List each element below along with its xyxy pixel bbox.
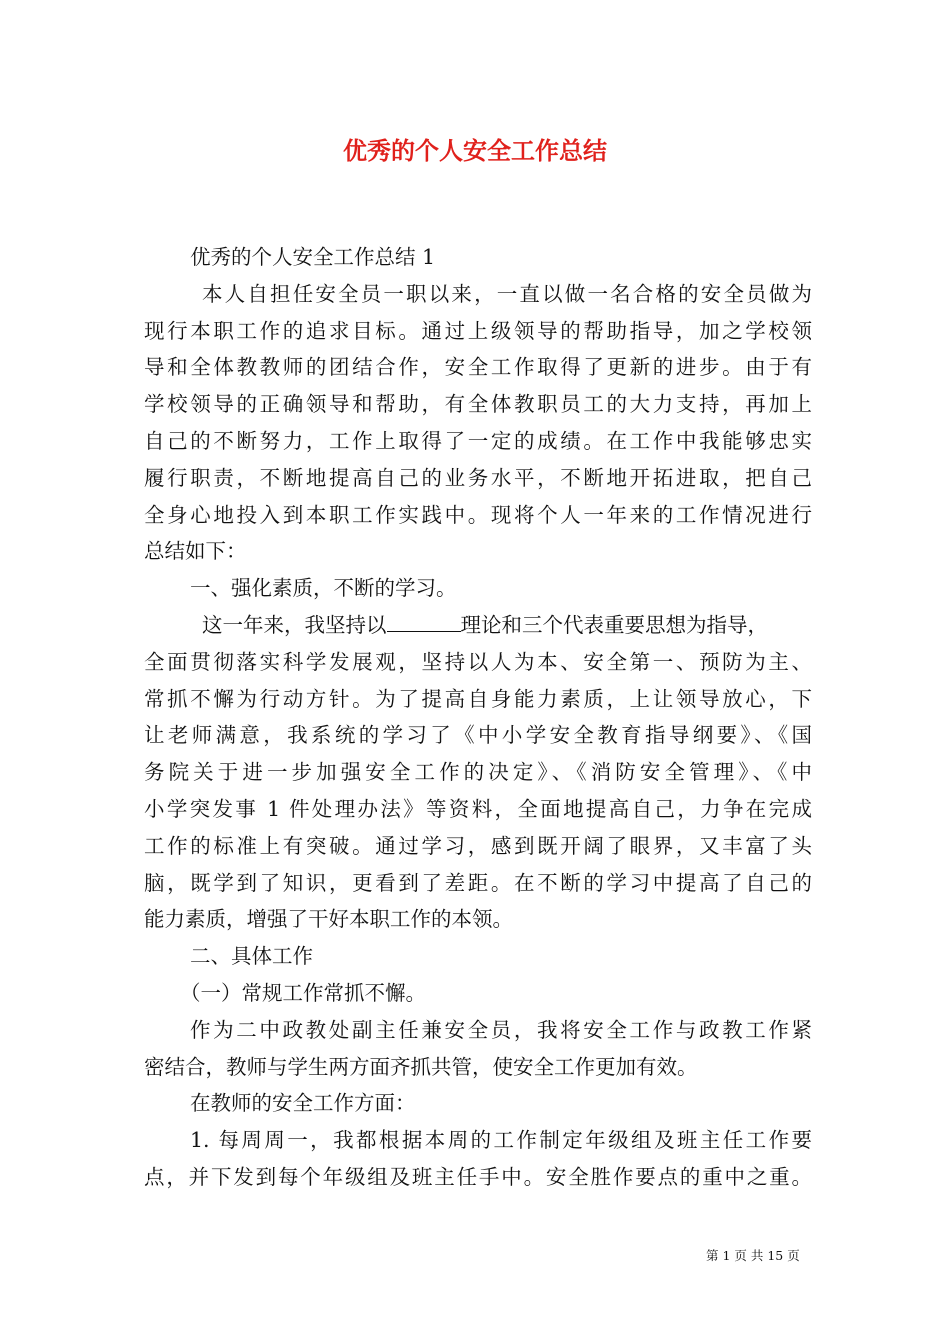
line-end: 理论和三个代表重要思想为指导， (460, 612, 768, 637)
document-title: 优秀的个人安全工作总结 (343, 136, 607, 165)
paragraph-line: 在教师的安全工作方面： (190, 1091, 416, 1116)
paragraph-line: 导和全体教教师的团结合作，安全工作取得了更新的进步。由于有 (144, 355, 812, 380)
paragraph-line: 全身心地投入到本职工作实践中。现将个人一年来的工作情况进行 (144, 502, 812, 527)
paragraph-line: 现行本职工作的追求目标。通过上级领导的帮助指导，加之学校领 (144, 318, 812, 343)
section-heading: 一、强化素质，不断的学习。 (190, 576, 457, 601)
paragraph-line: 点，并下发到每个年级组及班主任手中。安全胜作要点的重中之重。 (144, 1164, 812, 1189)
section-heading: 二、具体工作 (190, 944, 313, 969)
paragraph-line: 脑，既学到了知识，更看到了差距。在不断的学习中提高了自己的 (144, 870, 812, 895)
paragraph-line: 自己的不断努力，工作上取得了一定的成绩。在工作中我能够忠实 (144, 428, 812, 453)
paragraph-line: 能力素质，增强了干好本职工作的本领。 (144, 907, 513, 932)
paragraph-line: 总结如下： (144, 539, 247, 564)
paragraph-line: 小学突发事 1 件处理办法》等资料，全面地提高自己，力争在完成 (144, 796, 812, 821)
blank-underline (387, 611, 461, 632)
paragraph-line: 密结合，教师与学生两方面齐抓共管，使安全工作更加有效。 (144, 1054, 698, 1079)
paragraph-line (144, 607, 812, 644)
paragraph-line: 本人自担任安全员一职以来，一直以做一名合格的安全员做为 (202, 281, 812, 306)
document-body (144, 239, 812, 1196)
paragraph-line: 常抓不懈为行动方针。为了提高自身能力素质，上让领导放心，下 (144, 686, 812, 711)
paragraph-line: 履行职责，不断地提高自己的业务水平，不断地开拓进取，把自己 (144, 465, 812, 490)
paragraph-line: 工作的标准上有突破。通过学习，感到既开阔了眼界，又丰富了头 (144, 833, 812, 858)
subsection-heading: （一）常规工作常抓不懈。 (180, 980, 426, 1005)
paragraph-line: 让老师满意，我系统的学习了《中小学安全教育指导纲要》、《国 (144, 723, 812, 748)
line-start: 这一年来，我坚持以 (202, 612, 387, 637)
paragraph-line: 学校领导的正确领导和帮助，有全体教职员工的大力支持，再加上 (144, 392, 812, 417)
page-footer: 第 1 页 共 15 页 (706, 1248, 800, 1263)
paragraph-line: 作为二中政教处副主任兼安全员，我将安全工作与政教工作紧 (190, 1017, 812, 1042)
list-item-line: 1. 每周周一，我都根据本周的工作制定年级组及班主任工作要 (190, 1128, 812, 1153)
paragraph-line: 务院关于进一步加强安全工作的决定》、《消防安全管理》、《中 (144, 760, 812, 785)
paragraph-line: 全面贯彻落实科学发展观，坚持以人为本、安全第一、预防为主、 (144, 649, 812, 674)
section-heading: 优秀的个人安全工作总结 1 (190, 245, 436, 269)
